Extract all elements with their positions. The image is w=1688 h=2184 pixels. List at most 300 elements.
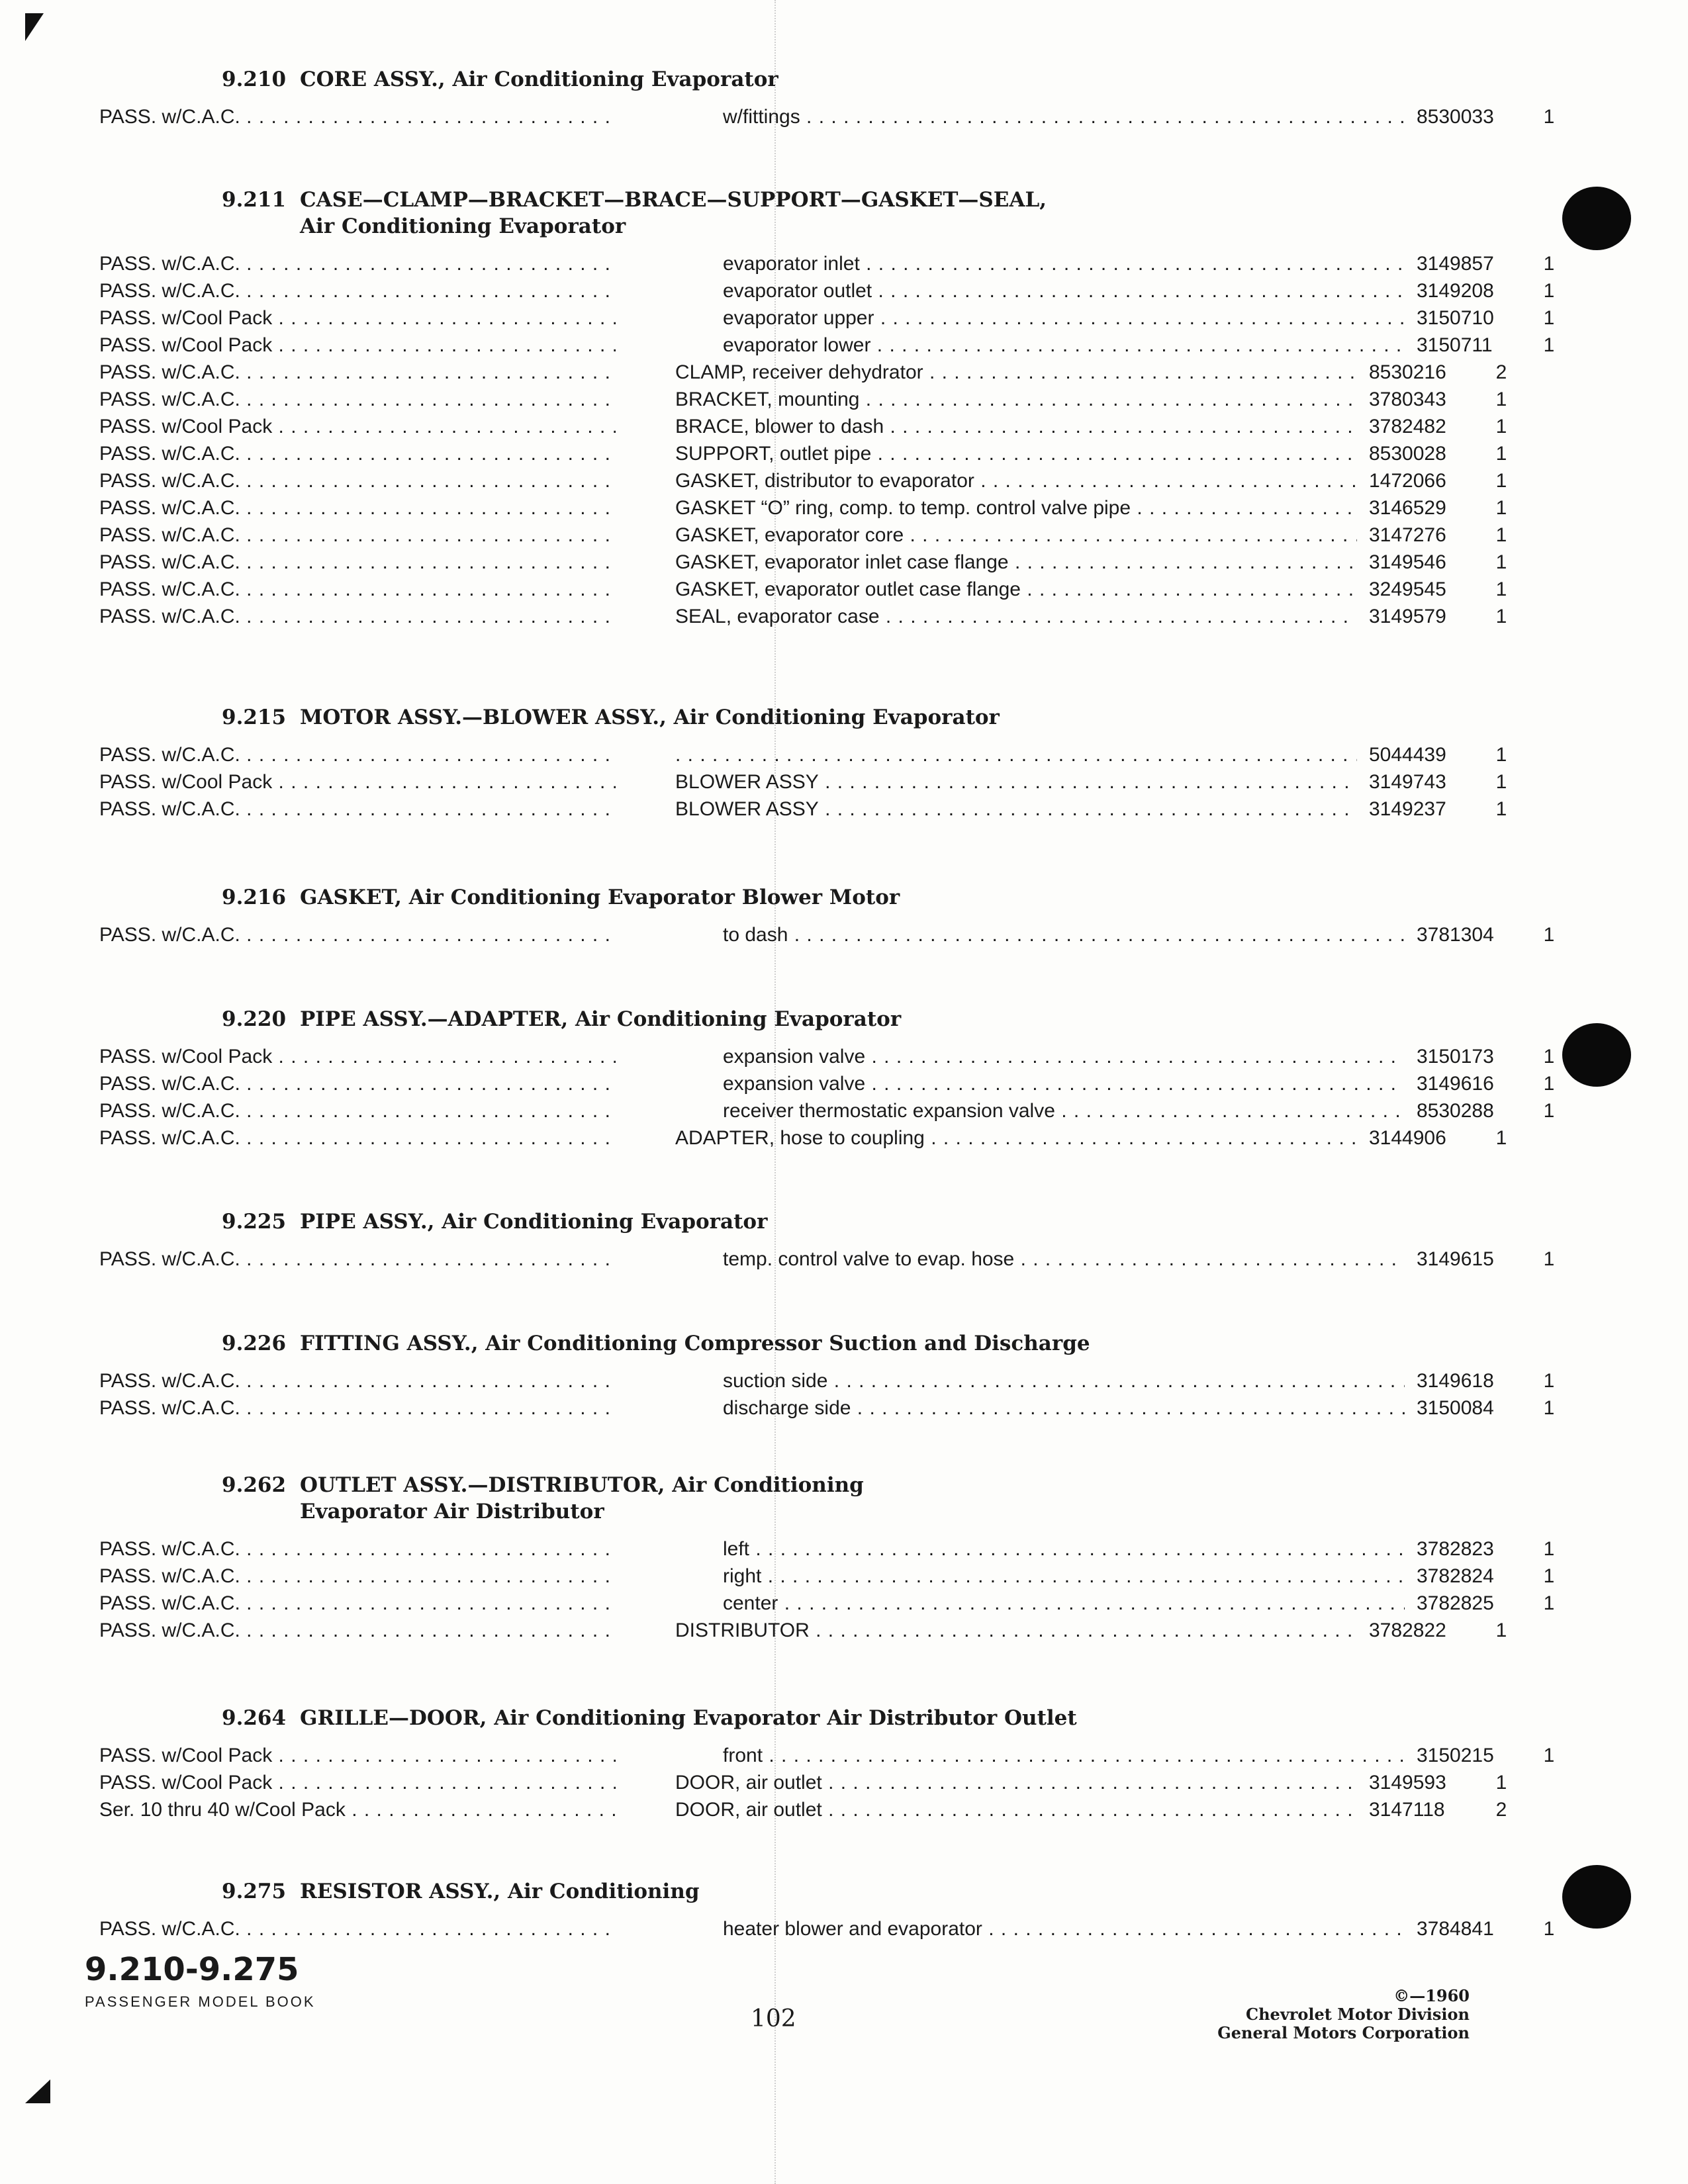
part-number: 8530216 [1369, 361, 1446, 383]
parts-list [99, 741, 1507, 823]
part-description: evaporator outlet . . . [723, 280, 1405, 302]
binder-hole-middle [1562, 1023, 1631, 1087]
part-description: GASKET, evaporator outlet case flange . . . [675, 578, 1357, 600]
section-title [300, 1330, 1090, 1357]
part-number: 3149579 [1369, 606, 1446, 627]
part-number: 3784841 [1417, 1918, 1494, 1940]
part-row [99, 467, 1507, 494]
part-number: 3147276 [1369, 524, 1446, 546]
part-row [99, 250, 1555, 277]
part-description: temp. control valve to evap. hose . . . [723, 1248, 1405, 1270]
copyright-notice [1217, 1987, 1470, 2042]
part-row [99, 796, 1507, 823]
part-model-cell [99, 103, 616, 130]
part-quantity: 1 [1495, 1127, 1507, 1149]
crop-mark-top-left [25, 13, 44, 41]
part-description-cell [675, 768, 1357, 796]
part-number: 1472066 [1369, 470, 1446, 492]
part-description: expansion valve . . . [723, 1073, 1405, 1095]
part-description-cell [675, 1915, 1405, 1942]
part-model-cell [99, 741, 616, 768]
part-row [99, 1769, 1507, 1796]
part-number: 3782482 [1369, 416, 1446, 437]
section-title-line: GASKET, Air Conditioning Evaporator Blower Motor [300, 886, 900, 909]
section-9-262 [99, 1472, 1555, 1644]
part-model: PASS. w/C.A.C. . . . [99, 388, 616, 410]
section-title [300, 884, 900, 911]
part-description: heater blower and evaporator . . . [723, 1918, 1405, 1940]
part-row [99, 413, 1507, 440]
part-description-cell [675, 1043, 1405, 1070]
section-9-211 [99, 187, 1555, 630]
part-description-cell [675, 603, 1357, 630]
section-title-line: PIPE ASSY.—ADAPTER, Air Conditioning Evaporator [300, 1007, 902, 1031]
part-description: BRACKET, mounting . . . [675, 388, 1357, 410]
section-heading [99, 187, 1489, 240]
section-title-line: FITTING ASSY., Air Conditioning Compressor Suction and Discharge [300, 1332, 1090, 1355]
part-quantity: 1 [1495, 551, 1507, 573]
part-description-cell [675, 1563, 1405, 1590]
part-model-cell [99, 921, 616, 948]
section-number: 9.275 [222, 1880, 287, 1903]
part-description: DISTRIBUTOR . . . [675, 1619, 1357, 1641]
part-number: 3150084 [1417, 1397, 1494, 1419]
part-model-cell [99, 1043, 616, 1070]
part-row [99, 1043, 1555, 1070]
part-quantity: 1 [1495, 578, 1507, 600]
section-title [300, 1006, 901, 1032]
part-description: to dash . . . [723, 924, 1405, 946]
part-model: PASS. w/Cool Pack . . . [99, 771, 616, 793]
section-title-line: GRILLE—DOOR, Air Conditioning Evaporator Air Distributor Outlet [300, 1706, 1077, 1730]
part-model: PASS. w/C.A.C. . . . [99, 1073, 616, 1095]
section-title-line: OUTLET ASSY.—DISTRIBUTOR, Air Conditioning [300, 1473, 864, 1497]
part-description: suction side . . . [723, 1370, 1405, 1392]
section-title-line: MOTOR ASSY.—BLOWER ASSY., Air Conditioning Evaporator [300, 705, 1000, 729]
part-model-cell [99, 1124, 616, 1152]
part-quantity: 1 [1495, 744, 1507, 766]
part-model-cell [99, 1590, 616, 1617]
part-number: 3782822 [1369, 1619, 1446, 1641]
part-description [675, 744, 1357, 766]
section-title-line: CASE—CLAMP—BRACKET—BRACE—SUPPORT—GASKET—SEAL, [300, 188, 1047, 212]
part-quantity: 1 [1495, 524, 1507, 546]
part-number: 3147118 [1369, 1799, 1445, 1821]
part-description-cell [675, 796, 1357, 823]
part-description-cell [675, 386, 1357, 413]
section-9-226 [99, 1330, 1555, 1422]
part-quantity: 1 [1543, 1046, 1555, 1068]
part-quantity: 1 [1495, 443, 1507, 465]
part-description: BRACE, blower to dash . . . [675, 416, 1357, 437]
section-9-225 [99, 1208, 1555, 1273]
part-number: 8530288 [1417, 1100, 1494, 1122]
section-heading [99, 1006, 1489, 1032]
part-quantity: 1 [1495, 470, 1507, 492]
part-description: center . . . [723, 1592, 1405, 1614]
part-description-cell [675, 304, 1405, 332]
part-model: PASS. w/C.A.C. . . . [99, 253, 616, 275]
part-model: PASS. w/C.A.C. . . . [99, 1248, 616, 1270]
part-number: 3150173 [1417, 1046, 1494, 1068]
part-model-cell [99, 1769, 616, 1796]
part-model: PASS. w/C.A.C. . . . [99, 106, 616, 128]
part-description: evaporator inlet . . . [723, 253, 1405, 275]
part-model-cell [99, 549, 616, 576]
part-quantity: 1 [1543, 924, 1555, 946]
part-model-cell [99, 467, 616, 494]
part-model: Ser. 10 thru 40 w/Cool Pack . . . [99, 1799, 616, 1821]
part-model-cell [99, 277, 616, 304]
part-description-cell [675, 440, 1357, 467]
part-quantity: 1 [1543, 253, 1555, 275]
part-number: 3150710 [1417, 307, 1494, 329]
part-description-cell [675, 576, 1357, 603]
part-model-cell [99, 440, 616, 467]
part-description: SUPPORT, outlet pipe . . . [675, 443, 1357, 465]
part-quantity: 1 [1543, 1745, 1555, 1766]
section-number: 9.220 [222, 1007, 287, 1031]
part-number: 3149616 [1417, 1073, 1494, 1095]
part-model: PASS. w/C.A.C. . . . [99, 1370, 616, 1392]
part-row [99, 549, 1507, 576]
section-number: 9.215 [222, 705, 287, 729]
part-description: w/fittings . . . [723, 106, 1405, 128]
section-heading [99, 1330, 1489, 1357]
part-row [99, 1742, 1555, 1769]
section-heading [99, 1472, 1489, 1525]
part-model: PASS. w/C.A.C. . . . [99, 1127, 616, 1149]
part-model-cell [99, 796, 616, 823]
part-quantity: 1 [1495, 388, 1507, 410]
part-quantity: 1 [1543, 1565, 1555, 1587]
part-quantity: 1 [1543, 1370, 1555, 1392]
part-model: PASS. w/C.A.C. . . . [99, 1538, 616, 1560]
part-model: PASS. w/Cool Pack . . . [99, 1046, 616, 1068]
part-description: DOOR, air outlet . . . [675, 1772, 1357, 1794]
section-heading [99, 884, 1489, 911]
part-quantity: 1 [1495, 606, 1507, 627]
part-row [99, 1097, 1555, 1124]
part-row [99, 494, 1507, 522]
part-row [99, 1915, 1555, 1942]
part-number: 3149743 [1369, 771, 1446, 793]
part-description-cell [675, 103, 1405, 130]
binder-hole-top [1562, 187, 1631, 250]
section-number: 9.210 [222, 68, 287, 91]
section-heading [99, 1705, 1489, 1731]
part-number: 3149546 [1369, 551, 1446, 573]
part-quantity: 1 [1543, 1248, 1555, 1270]
part-number: 3782824 [1417, 1565, 1494, 1587]
part-description-cell [675, 1535, 1405, 1563]
part-quantity: 1 [1543, 280, 1555, 302]
parts-list [99, 1535, 1555, 1644]
section-title [300, 1208, 767, 1235]
section-number: 9.216 [222, 886, 287, 909]
section-heading [99, 66, 1489, 93]
part-description-cell [675, 1097, 1405, 1124]
part-model-cell [99, 386, 616, 413]
part-number: 3149208 [1417, 280, 1494, 302]
section-9-264 [99, 1705, 1555, 1823]
part-model-cell [99, 1394, 616, 1422]
copyright-division: Chevrolet Motor Division [1246, 2005, 1470, 2024]
part-description: expansion valve . . . [723, 1046, 1405, 1068]
part-quantity: 1 [1495, 416, 1507, 437]
part-model-cell [99, 332, 616, 359]
part-description-cell [675, 467, 1357, 494]
part-number: 3149857 [1417, 253, 1494, 275]
parts-list [99, 1742, 1555, 1823]
part-description-cell [675, 741, 1357, 768]
section-9-220 [99, 1006, 1555, 1152]
part-model-cell [99, 1097, 616, 1124]
part-row [99, 304, 1555, 332]
part-model: PASS. w/C.A.C. . . . [99, 1592, 616, 1614]
part-model: PASS. w/Cool Pack . . . [99, 416, 616, 437]
part-description: evaporator upper . . . [723, 307, 1405, 329]
part-model-cell [99, 413, 616, 440]
part-model-cell [99, 1742, 616, 1769]
part-model-cell [99, 603, 616, 630]
section-title-line: CORE ASSY., Air Conditioning Evaporator [300, 68, 778, 91]
part-row [99, 1124, 1507, 1152]
section-number: 9.226 [222, 1332, 287, 1355]
binder-hole-bottom [1562, 1865, 1631, 1929]
part-number: 3149615 [1417, 1248, 1494, 1270]
part-row [99, 1367, 1555, 1394]
part-model: PASS. w/C.A.C. . . . [99, 361, 616, 383]
section-heading [99, 704, 1489, 731]
part-description-cell [675, 1769, 1357, 1796]
part-description: right . . . [723, 1565, 1405, 1587]
part-model-cell [99, 1563, 616, 1590]
section-title [300, 704, 1000, 731]
part-model-cell [99, 1367, 616, 1394]
section-heading [99, 1208, 1489, 1235]
part-model-cell [99, 494, 616, 522]
part-model: PASS. w/C.A.C. . . . [99, 1918, 616, 1940]
parts-list [99, 250, 1555, 630]
part-description: GASKET “O” ring, comp. to temp. control valve pipe . . . [675, 497, 1357, 519]
part-row [99, 1563, 1555, 1590]
crop-mark-bottom-left [25, 2079, 50, 2103]
footer-book-title: PASSENGER MODEL BOOK [85, 1993, 316, 2010]
section-title [300, 66, 778, 93]
part-number: 3146529 [1369, 497, 1446, 519]
part-quantity: 1 [1495, 1619, 1507, 1641]
section-number: 9.262 [222, 1473, 287, 1497]
part-model: PASS. w/C.A.C. . . . [99, 1397, 616, 1419]
part-description-cell [675, 1590, 1405, 1617]
part-description-cell [675, 250, 1405, 277]
part-row [99, 1590, 1555, 1617]
part-model: PASS. w/C.A.C. . . . [99, 1565, 616, 1587]
part-row [99, 1394, 1555, 1422]
part-model: PASS. w/C.A.C. . . . [99, 497, 616, 519]
part-quantity: 1 [1543, 1397, 1555, 1419]
section-9-216 [99, 884, 1555, 948]
part-model-cell [99, 304, 616, 332]
part-number: 8530033 [1417, 106, 1494, 128]
part-model: PASS. w/C.A.C. . . . [99, 578, 616, 600]
part-description-cell [675, 1394, 1405, 1422]
part-description: GASKET, evaporator core . . . [675, 524, 1357, 546]
part-model-cell [99, 1535, 616, 1563]
part-quantity: 1 [1495, 771, 1507, 793]
part-model: PASS. w/C.A.C. . . . [99, 470, 616, 492]
parts-list [99, 1367, 1555, 1422]
part-quantity: 1 [1543, 106, 1555, 128]
part-model-cell [99, 1915, 616, 1942]
part-row [99, 768, 1507, 796]
part-description: CLAMP, receiver dehydrator . . . [675, 361, 1357, 383]
part-description-cell [675, 549, 1357, 576]
part-quantity: 1 [1543, 1073, 1555, 1095]
part-number: 5044439 [1369, 744, 1446, 766]
part-row [99, 386, 1507, 413]
part-row [99, 522, 1507, 549]
part-description-cell [675, 921, 1405, 948]
part-quantity: 1 [1543, 1100, 1555, 1122]
part-model-cell [99, 768, 616, 796]
parts-list [99, 1915, 1555, 1942]
part-quantity: 1 [1543, 307, 1555, 329]
part-description-cell [675, 1246, 1405, 1273]
section-title-line: Air Conditioning Evaporator [300, 214, 626, 238]
copyright-year: ©—1960 [1393, 1986, 1470, 2005]
part-number: 8530028 [1369, 443, 1446, 465]
part-model-cell [99, 250, 616, 277]
part-model: PASS. w/C.A.C. . . . [99, 1619, 616, 1641]
part-description-cell [675, 522, 1357, 549]
section-title [300, 1705, 1077, 1731]
part-description-cell [675, 1742, 1405, 1769]
part-model: PASS. w/Cool Pack . . . [99, 307, 616, 329]
part-description: GASKET, distributor to evaporator . . . [675, 470, 1357, 492]
part-row [99, 603, 1507, 630]
part-model: PASS. w/C.A.C. . . . [99, 1100, 616, 1122]
copyright-corporation: General Motors Corporation [1217, 2023, 1470, 2042]
part-description: ADAPTER, hose to coupling . . . [675, 1127, 1357, 1149]
part-row [99, 921, 1555, 948]
part-description-cell [675, 277, 1405, 304]
part-description: discharge side . . . [723, 1397, 1405, 1419]
part-description: receiver thermostatic expansion valve . . . [723, 1100, 1405, 1122]
part-model: PASS. w/C.A.C. . . . [99, 744, 616, 766]
part-quantity: 1 [1543, 1538, 1555, 1560]
part-number: 3144906 [1369, 1127, 1446, 1149]
part-quantity: 2 [1495, 1799, 1507, 1821]
part-row [99, 440, 1507, 467]
footer-section-range: 9.210-9.275 [85, 1951, 299, 1988]
part-row [99, 1617, 1507, 1644]
part-quantity: 1 [1543, 334, 1555, 356]
section-title [300, 1878, 700, 1905]
part-number: 3150711 [1417, 334, 1493, 356]
section-title-line: Evaporator Air Distributor [300, 1500, 604, 1524]
part-model: PASS. w/C.A.C. . . . [99, 606, 616, 627]
part-description: DOOR, air outlet . . . [675, 1799, 1357, 1821]
part-model: PASS. w/C.A.C. . . . [99, 798, 616, 820]
part-model: PASS. w/C.A.C. . . . [99, 551, 616, 573]
part-row [99, 1070, 1555, 1097]
part-row [99, 741, 1507, 768]
part-row [99, 332, 1555, 359]
part-model-cell [99, 359, 616, 386]
part-description-cell [675, 413, 1357, 440]
section-title-line: PIPE ASSY., Air Conditioning Evaporator [300, 1210, 768, 1234]
parts-list [99, 1246, 1555, 1273]
part-number: 3782825 [1417, 1592, 1494, 1614]
part-number: 3781304 [1417, 924, 1494, 946]
part-description: BLOWER ASSY . . . [675, 771, 1357, 793]
section-9-215 [99, 704, 1507, 823]
part-number: 3149593 [1369, 1772, 1446, 1794]
section-9-275 [99, 1878, 1555, 1942]
section-title [300, 187, 1047, 240]
part-description: evaporator lower . . . [723, 334, 1405, 356]
part-model-cell [99, 1796, 616, 1823]
section-number: 9.264 [222, 1706, 287, 1730]
section-number: 9.211 [222, 188, 287, 212]
part-number: 3782823 [1417, 1538, 1494, 1560]
part-model-cell [99, 1617, 616, 1644]
part-description: left . . . [723, 1538, 1405, 1560]
part-description: GASKET, evaporator inlet case flange . . . [675, 551, 1357, 573]
section-title [300, 1472, 864, 1525]
part-quantity: 1 [1543, 1592, 1555, 1614]
part-description-cell [675, 332, 1405, 359]
part-model: PASS. w/C.A.C. . . . [99, 524, 616, 546]
part-description-cell [675, 1367, 1405, 1394]
part-number: 3249545 [1369, 578, 1446, 600]
part-model: PASS. w/Cool Pack . . . [99, 1772, 616, 1794]
part-model: PASS. w/C.A.C. . . . [99, 443, 616, 465]
part-row [99, 103, 1555, 130]
part-description-cell [675, 359, 1357, 386]
part-description-cell [675, 494, 1357, 522]
part-description: SEAL, evaporator case . . . [675, 606, 1357, 627]
part-row [99, 576, 1507, 603]
part-description-cell [675, 1124, 1357, 1152]
part-quantity: 1 [1495, 497, 1507, 519]
part-quantity: 2 [1495, 361, 1507, 383]
part-model-cell [99, 576, 616, 603]
part-model: PASS. w/C.A.C. . . . [99, 924, 616, 946]
part-row [99, 1246, 1555, 1273]
parts-list [99, 103, 1555, 130]
parts-list [99, 1043, 1555, 1152]
page-number: 102 [751, 2005, 796, 2032]
part-description-cell [675, 1070, 1405, 1097]
part-model-cell [99, 1246, 616, 1273]
parts-list [99, 921, 1555, 948]
part-description: BLOWER ASSY . . . [675, 798, 1357, 820]
part-description-cell [675, 1617, 1357, 1644]
part-model-cell [99, 522, 616, 549]
part-row [99, 359, 1507, 386]
part-model: PASS. w/C.A.C. . . . [99, 280, 616, 302]
section-heading [99, 1878, 1489, 1905]
section-9-210 [99, 66, 1555, 130]
part-row [99, 1796, 1507, 1823]
part-model-cell [99, 1070, 616, 1097]
part-number: 3780343 [1369, 388, 1446, 410]
part-description-cell [675, 1796, 1357, 1823]
part-number: 3150215 [1417, 1745, 1494, 1766]
